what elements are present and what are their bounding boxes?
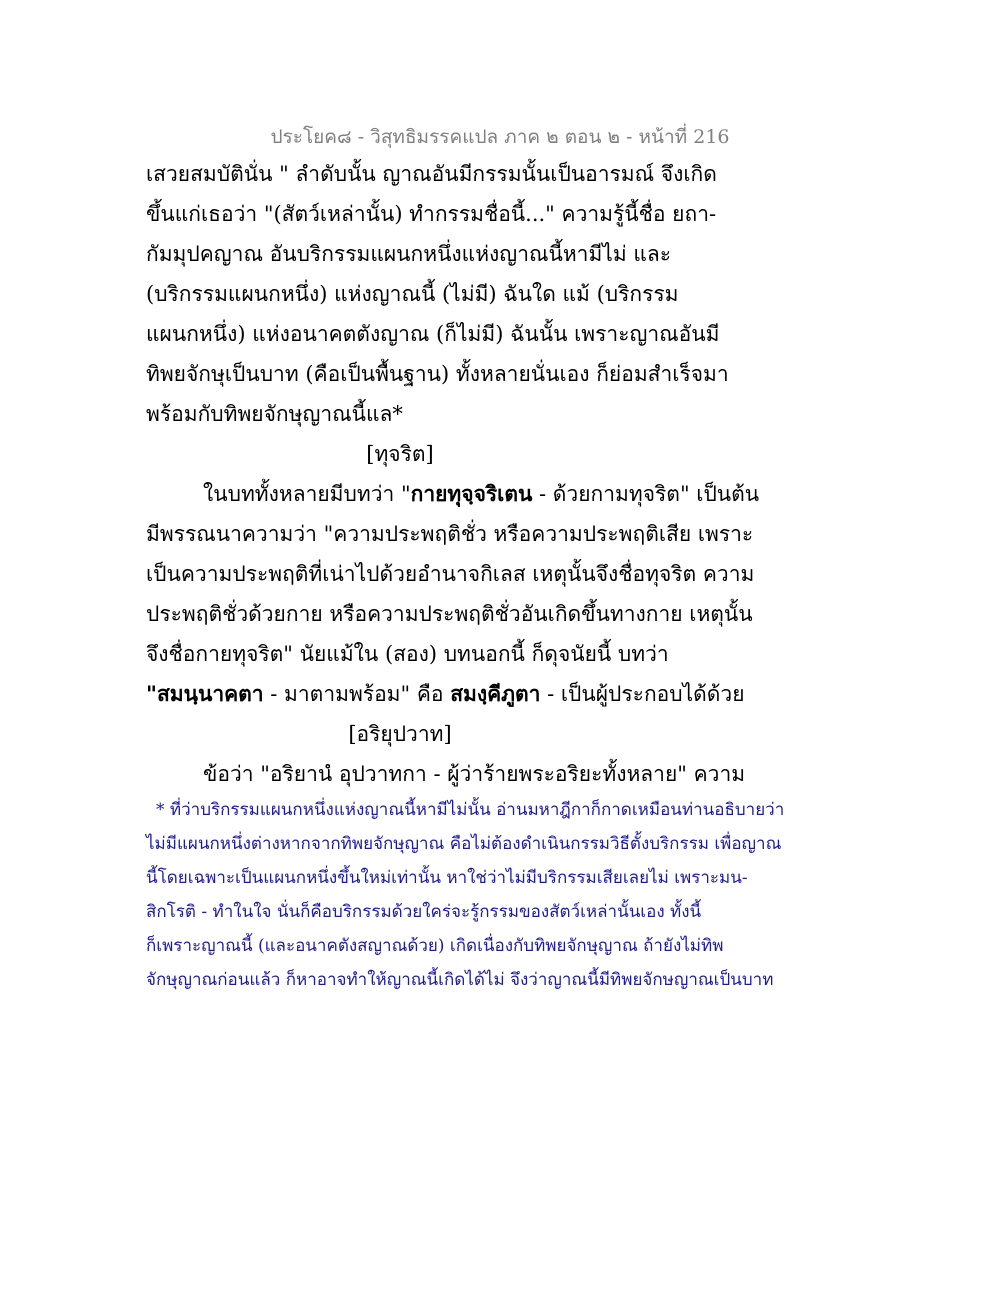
text-line: จึงชื่อกายทุจริต" นัยแม้ใน (สอง) บทนอกนี้ ก็ดุจนัยนี้ บทว่า bbox=[146, 642, 669, 666]
section-heading-ariyupavada: [อริยุปวาท] bbox=[348, 722, 452, 746]
text-span: - เป็นผู้ประกอบได้ด้วย bbox=[540, 682, 745, 706]
text-span: - ด้วยกามทุจริต" เป็นต้น bbox=[532, 482, 760, 506]
footnote-line: ก็เพราะญาณนี้ (และอนาคตังสญาณด้วย) เกิดเนื่องกับทิพยจักษุญาณ ถ้ายังไม่ทิพ bbox=[146, 936, 724, 956]
text-span: - มาตามพร้อม" คือ bbox=[263, 682, 451, 706]
footnote-line: สิกโรติ - ทำในใจ นั่นก็คือบริกรรมด้วยใคร่จะรู้กรรมของสัตว์เหล่านั้นเอง ทั้งนี้ bbox=[146, 902, 702, 922]
pali-term: สมนฺนาคตา bbox=[156, 681, 264, 706]
text-line: (บริกรรมแผนกหนึ่ง) แห่งญาณนี้ (ไม่มี) ฉันใด แม้ (บริกรรม bbox=[146, 282, 679, 306]
text-span: " bbox=[146, 681, 157, 706]
text-line: พร้อมกับทิพยจักษุญาณนี้แล* bbox=[146, 402, 403, 426]
footnote-line: ไม่มีแผนกหนึ่งต่างหากจากทิพยจักษุญาณ คือไม่ต้องดำเนินกรรมวิธีตั้งบริกรรม เพื่อญาณ bbox=[146, 834, 782, 854]
text-span: ในบททั้งหลายมีบทว่า " bbox=[203, 482, 411, 506]
footnote-line: นี้โดยเฉพาะเป็นแผนกหนึ่งขึ้นใหม่เท่านั้น หาใช่ว่าไม่มีบริกรรมเสียเลยไม่ เพราะมน- bbox=[146, 868, 748, 888]
footnote-line: จักษุญาณก่อนแล้ว ก็หาอาจทำให้ญาณนี้เกิดได้ไม่ จึงว่าญาณนี้มีทิพยจักษญาณเป็นบาท bbox=[146, 970, 774, 990]
section-heading-dujarita: [ทุจริต] bbox=[366, 442, 434, 466]
page-header: ประโยค๘ - วิสุทธิมรรคแปล ภาค ๒ ตอน ๒ - หน้าที่ 216 bbox=[270, 126, 730, 148]
text-line bbox=[146, 680, 745, 708]
text-line: ขึ้นแก่เธอว่า "(สัตว์เหล่านั้น) ทำกรรมชื่อนี้..." ความรู้นี้ชื่อ ยถา- bbox=[146, 202, 717, 226]
text-line: ประพฤติชั่วด้วยกาย หรือความประพฤติชั่วอันเกิดขึ้นทางกาย เหตุนั้น bbox=[146, 602, 753, 626]
text-line: เสวยสมบัตินั่น " ลำดับนั้น ญาณอันมีกรรมนั้นเป็นอารมณ์ จึงเกิด bbox=[146, 162, 717, 186]
text-line: มีพรรณนาความว่า "ความประพฤติชั่ว หรือความประพฤติเสีย เพราะ bbox=[146, 522, 754, 546]
text-line: ทิพยจักษุเป็นบาท (คือเป็นพื้นฐาน) ทั้งหลายนั่นเอง ก็ย่อมสำเร็จมา bbox=[146, 362, 729, 386]
text-line: กัมมุปคญาณ อันบริกรรมแผนกหนึ่งแห่งญาณนี้หามีไม่ และ bbox=[146, 242, 672, 266]
text-line bbox=[203, 480, 759, 508]
pali-term: สมงฺคีภูตา bbox=[450, 681, 541, 706]
paragraph-3: ข้อว่า "อริยานํ อุปวาทกา - ผู้ว่าร้ายพระอริยะทั้งหลาย" ความ bbox=[203, 762, 746, 786]
text-line: แผนกหนึ่ง) แห่งอนาคตตังญาณ (ก็ไม่มี) ฉันนั้น เพราะญาณอันมี bbox=[146, 322, 720, 346]
footnote-line: * ที่ว่าบริกรรมแผนกหนึ่งแห่งญาณนี้หามีไม่นั้น อ่านมหาฎีกาก็กาดเหมือนท่านอธิบายว่า bbox=[156, 800, 785, 820]
pali-term: กายทุจฺจริเตน bbox=[410, 481, 533, 506]
text-line: เป็นความประพฤติที่เน่าไปด้วยอำนาจกิเลส เหตุนั้นจึงชื่อทุจริต ความ bbox=[146, 562, 755, 586]
